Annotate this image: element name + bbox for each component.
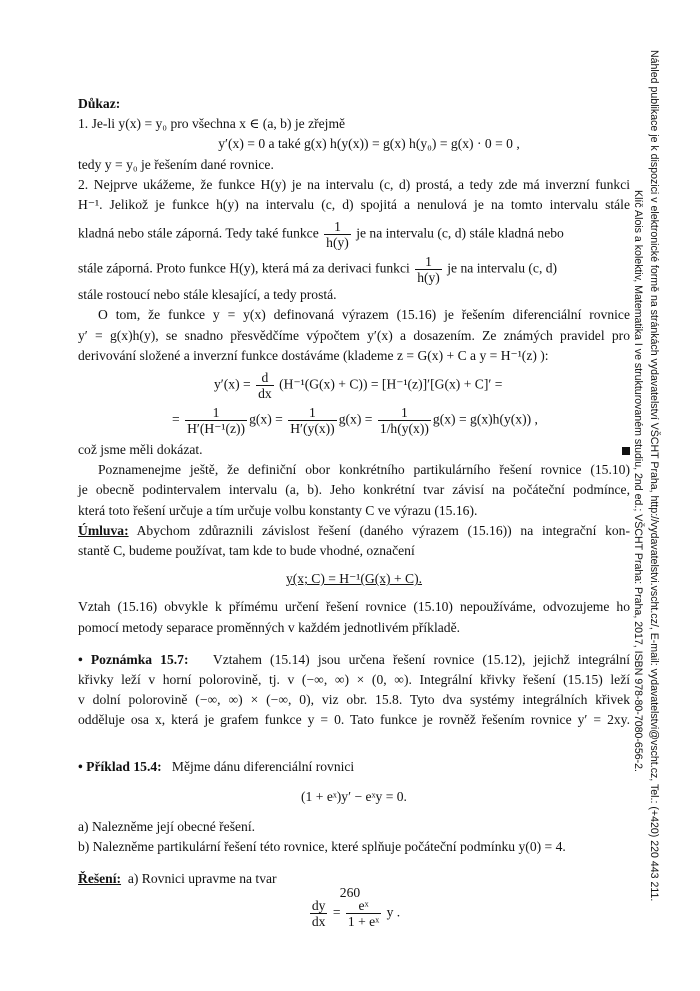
para3-line-3: která toto řešení určuje a tím určuje volbu konstanty C ve výrazu (15.16).: [78, 502, 478, 518]
poznamka-line-4: odděluje osa x, která je grafem funkce y = 0. Tato funkce je rovněž řešením rovnice y′ = 2xy.: [78, 712, 630, 728]
proof-line-5: H⁻¹. Jelikož je funkce h(y) na intervalu (c, d) spojitá a nenulová je na tomto intervalu stále: [78, 197, 630, 213]
qed-square-icon: [622, 447, 630, 455]
proof-line-8: stále rostoucí nebo stále klesající, a tedy prostá.: [78, 287, 337, 303]
umluva-line-1: Úmluva: Abychom zdůraznili závislost řešení (daného výrazem (15.16)) na integrační kon-: [78, 522, 630, 538]
priklad-task-b: b) Nalezněme partikulární řešení této rovnice, které splňuje počáteční podmínku y(0) = 4.: [78, 839, 566, 855]
priklad-task-a: a) Nalezněme její obecné řešení.: [78, 819, 255, 835]
document-body: [78, 94, 630, 933]
para3-line-2: je obecně podintervalem intervalu (a, b). Jeho konkrétní tvar závisí na počáteční podmínce,: [78, 482, 630, 498]
poznamka-label: • Poznámka 15.7:: [78, 651, 189, 667]
qed-line: což jsme měli dokázat.: [78, 440, 630, 460]
proof-line-1: 1. Je-li y(x) = y₀ pro všechna x ∈ (a, b) je zřejmě: [78, 116, 346, 132]
umluva-equation: y(x; C) = H⁻¹(G(x) + C).: [285, 571, 423, 587]
fraction-1-over-h-2: $\frac{1}{h(y)}$: [417, 254, 440, 286]
proof-equation-1: y′(x) = 0 a také g(x) h(y(x)) = g(x) h(y₀) = g(x) · 0 = 0 ,: [218, 136, 520, 152]
priklad-equation: (1 + eˣ)y′ − eˣy = 0.: [301, 788, 407, 804]
reseni-equation: $\frac{dy}{dx}$ = $\frac{\text{eˣ}}{\text{1 + eˣ}}$ y .: [311, 897, 401, 929]
fraction-derivative: $\frac{1}{H'(y(x))}$: [290, 405, 335, 437]
poznamka-line-2: křivky leží v horní polorovině, tj. v (−∞, ∞) × (0, ∞). Integrální křivky řešení (15.15) leží: [78, 672, 630, 688]
fraction-reciprocal: $\frac{1}{1/h(y(x))}$: [379, 405, 429, 437]
sidebar-line-1: Klíč Alois a kolektiv, Matematika I ve strukturovaném studiu, 2nd ed.; VŠCHT Praha: Praha, 2017, ISBN 978-80-7080-656-2.: [632, 190, 644, 772]
para3-line-1: Poznamenejme ještě, že definiční obor konkrétního partikulárního řešení rovnice (15.10): [98, 462, 630, 478]
para2-line-1: O tom, že funkce y = y(x) definovaná výrazem (15.16) je řešením diferenciální rovnice: [98, 307, 630, 323]
proof-line-4: 2. Nejprve ukážeme, že funkce H(y) je na intervalu (c, d) prostá, a tedy zde má inverzní funkci: [78, 176, 630, 192]
umluva-label: Úmluva:: [78, 522, 129, 538]
proof-heading: Důkaz:: [78, 96, 121, 111]
fraction-1-over-h: $\frac{1}{h(y)}$: [326, 219, 349, 251]
para2-line-3: derivování složené a inverzní funkce dostáváme (klademe z = G(x) + C a y = H⁻¹(z) ):: [78, 347, 549, 363]
fraction-dy-dx: $\frac{dy}{dx}$: [311, 897, 326, 929]
reseni-label: Řešení:: [78, 871, 122, 887]
priklad-label: • Příklad 15.4:: [78, 758, 162, 774]
fraction-inverse-derivative: $\frac{1}{\text{H′(H⁻¹(z))}}$: [187, 405, 246, 437]
publication-sidebar: [632, 50, 680, 950]
proof-line-6: kladná nebo stále záporná. Tedy také funkce $\frac{1}{h(y)}$ je na intervalu (c, d) stále kladná nebo: [78, 219, 564, 251]
umluva-line-2: stantě C, budeme používat, tam kde to bude vhodné, označení: [78, 543, 415, 559]
para2-line-2: y′ = g(x)h(y), se snadno přesvědčíme výpočtem y′(x) a dosazením. Ze známých pravidel pro: [78, 327, 630, 343]
umluva-line-4: pomocí metody separace proměnných v každém jednotlivém příkladě.: [78, 619, 461, 635]
sidebar-line-2: Náhled publikace je k dispozici v elektronické formě na stránkách vydavatelství VŠCHT Praha, http://vydavatelstvi.vscht.cz/, E-mail: vydavatelstvi@vscht.cz, Tel.: (+420) 220 443 211.: [648, 50, 660, 902]
proof-line-3: tedy y = y₀ je řešením dané rovnice.: [78, 156, 274, 172]
derivation-eq-1: y′(x) = $\frac{d}{dx}$ (H⁻¹(G(x) + C)) = [H⁻¹(z)]′[G(x) + C]′ =: [214, 370, 503, 402]
fraction-ex-over-1-plus-ex: $\frac{\text{eˣ}}{\text{1 + eˣ}}$: [347, 897, 380, 929]
fraction-d-dx: $\frac{d}{dx}$: [258, 370, 272, 402]
umluva-line-3: Vztah (15.16) obvykle k přímému určení řešení rovnice (15.10) nepoužíváme, odvozujeme ho: [78, 599, 630, 615]
derivation-eq-2: = $\frac{1}{\text{H′(H⁻¹(z))}}$ g(x) = $\frac{1}{H'(y(x))}$ g(x) = $\frac{1}{1/h(y(x))}$ g(x) = g(x)h(y(x)) ,: [172, 405, 538, 437]
poznamka-line-1: • Poznámka 15.7: Vztahem (15.14) jsou určena řešení rovnice (15.12), jejichž integrální: [78, 651, 631, 667]
poznamka-line-3: v dolní polorovině (−∞, ∞) × (−∞, 0), viz obr. 15.8. Tyto dva systémy integrálních křivek: [78, 692, 630, 708]
priklad-line-1: • Příklad 15.4: Mějme dánu diferenciální rovnici: [78, 758, 355, 774]
proof-line-7: stále záporná. Proto funkce H(y), která má za derivaci funkci $\frac{1}{h(y)}$ je na intervalu (c, d): [78, 254, 558, 286]
page-number: 260: [339, 885, 361, 900]
reseni-line-1: Řešení: a) Rovnici upravme na tvar: [78, 871, 277, 887]
